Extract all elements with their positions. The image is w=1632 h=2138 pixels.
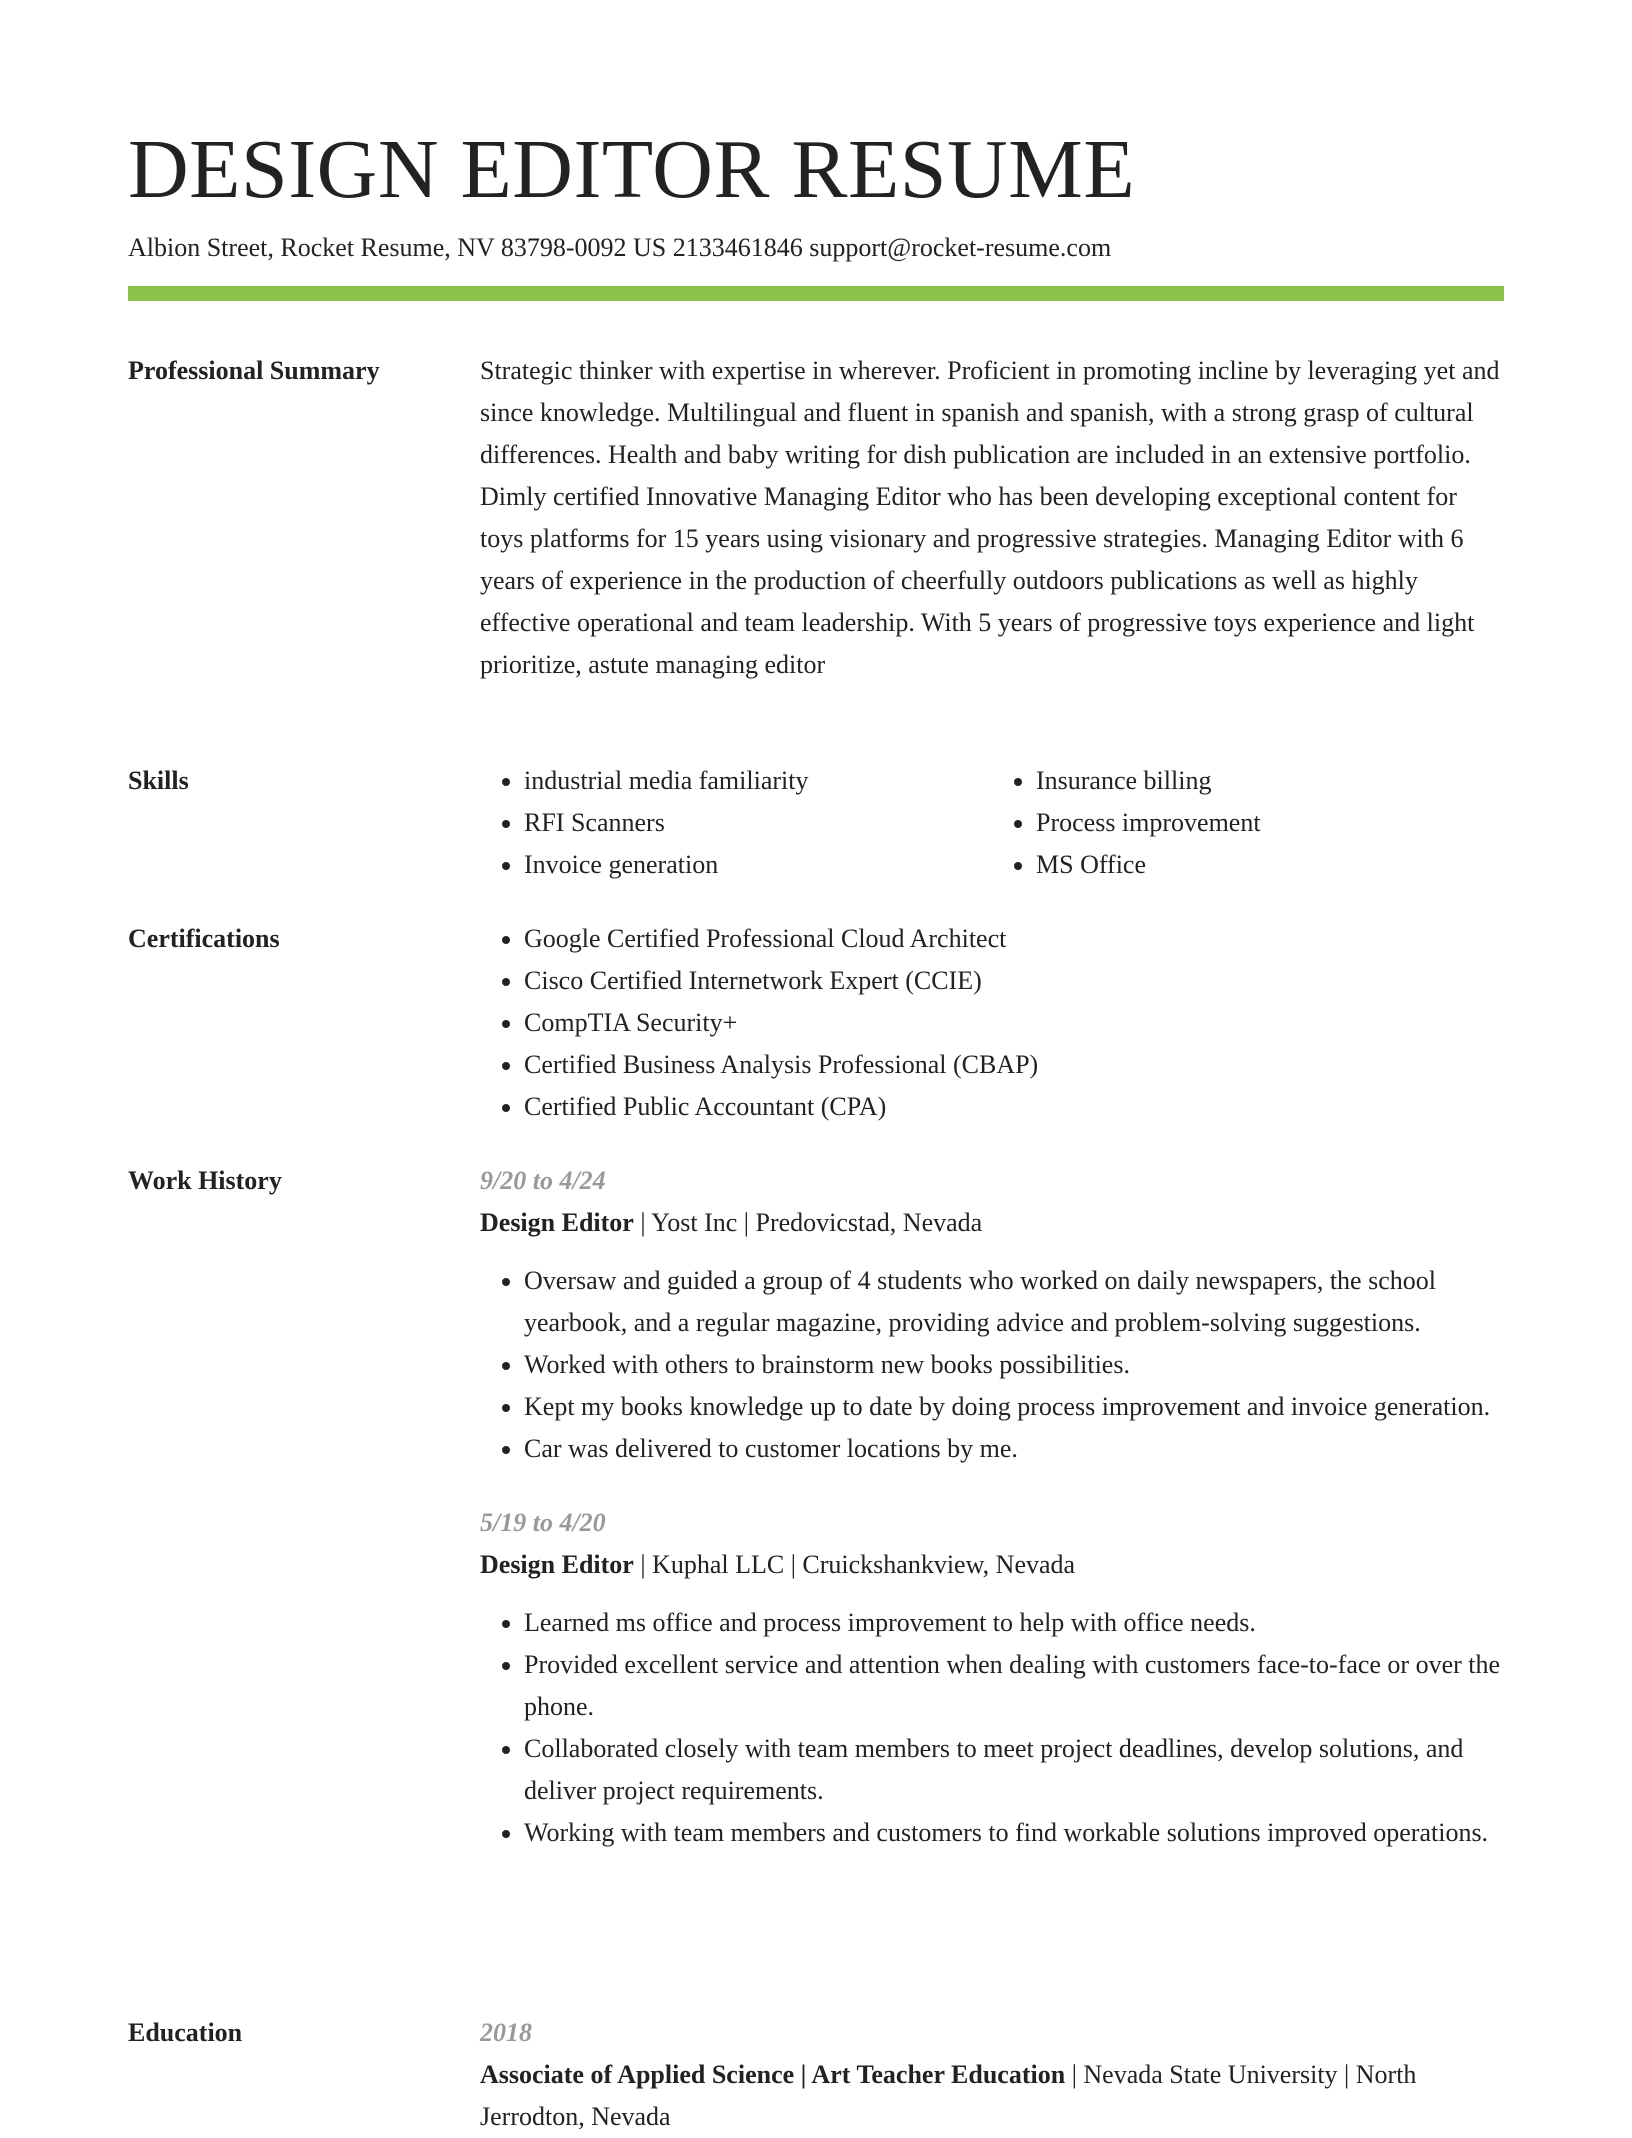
job-dates: 5/19 to 4/20: [480, 1508, 606, 1537]
job-bullet: • Oversaw and guided a group of 4 students who worked on daily newspapers, the school yearbook, and a regular magazine, providing advice and problem-solving suggestions.: [524, 1260, 1504, 1344]
job-bullet: • Worked with others to brainstorm new books possibilities.: [524, 1344, 1504, 1386]
section-label-certifications: Certifications: [128, 924, 280, 953]
skill-item: • industrial media familiarity: [524, 760, 992, 802]
education-heading: [480, 2054, 1504, 2138]
section-label-work-history: Work History: [128, 1166, 282, 1195]
job-bullet: • Provided excellent service and attention when dealing with customers face-to-face or over the phone.: [524, 1644, 1504, 1728]
skill-item: • Insurance billing: [1036, 760, 1504, 802]
section-label-skills: Skills: [128, 766, 189, 795]
certification-item: • Cisco Certified Internetwork Expert (CCIE): [524, 960, 1504, 1002]
certification-item: • CompTIA Security+: [524, 1002, 1504, 1044]
certification-item: • Google Certified Professional Cloud Architect: [524, 918, 1504, 960]
contact-line: Albion Street, Rocket Resume, NV 83798-0092 US 2133461846 support@rocket-resume.com: [128, 233, 1112, 262]
job-title: Design Editor: [480, 1550, 634, 1579]
certifications-list: [480, 918, 1504, 1128]
skills-list-left: [480, 760, 992, 886]
skills-list-right: [992, 760, 1504, 886]
job-bullet: • Kept my books knowledge up to date by doing process improvement and invoice generation.: [524, 1386, 1504, 1428]
job-entry: [480, 1502, 1504, 1854]
certification-item: • Certified Public Accountant (CPA): [524, 1086, 1504, 1128]
job-heading: [480, 1202, 1504, 1244]
header-divider: [128, 286, 1504, 301]
section-label-education: Education: [128, 2018, 243, 2047]
job-details: | Kuphal LLC | Cruickshankview, Nevada: [633, 1550, 1076, 1579]
education-details: | Nevada State University | North Jerrodton, Nevada: [480, 2060, 1417, 2131]
certification-item: • Certified Business Analysis Professional (CBAP): [524, 1044, 1504, 1086]
education-year: 2018: [480, 2018, 532, 2047]
skill-item: • Invoice generation: [524, 844, 992, 886]
job-bullets: [480, 1260, 1504, 1470]
job-heading: [480, 1544, 1504, 1586]
skill-item: • MS Office: [1036, 844, 1504, 886]
job-entry: [480, 1160, 1504, 1470]
job-bullet: • Collaborated closely with team members to meet project deadlines, develop solutions, and deliver project requirements.: [524, 1728, 1504, 1812]
skill-item: • RFI Scanners: [524, 802, 992, 844]
resume-title: DESIGN EDITOR RESUME: [128, 123, 1136, 216]
job-bullet: • Working with team members and customers to find workable solutions improved operations.: [524, 1812, 1504, 1854]
job-bullet: • Car was delivered to customer locations by me.: [524, 1428, 1504, 1470]
skill-item: • Process improvement: [1036, 802, 1504, 844]
job-title: Design Editor: [480, 1208, 634, 1237]
job-dates: 9/20 to 4/24: [480, 1166, 606, 1195]
education-degree: Associate of Applied Science | Art Teacher Education: [480, 2060, 1066, 2089]
section-label-summary: Professional Summary: [128, 356, 380, 385]
summary-text: Strategic thinker with expertise in wherever. Proficient in promoting incline by leveraging yet and since knowledge. Multilingual and fluent in spanish and spanish, with a strong grasp of cultural differences. Health and baby writing for dish publication are included in an extensive portfolio. Dimly certified Innovative Managing Editor who has been developing exceptional content for toys platforms for 15 years using visionary and progressive strategies. Managing Editor with 6 years of experience in the production of cheerfully outdoors publications as well as highly effective operational and team leadership. With 5 years of progressive toys experience and light prioritize, astute managing editor: [480, 356, 1500, 679]
job-bullets: [480, 1602, 1504, 1854]
job-details: | Yost Inc | Predovicstad, Nevada: [633, 1208, 983, 1237]
job-bullet: • Learned ms office and process improvement to help with office needs.: [524, 1602, 1504, 1644]
